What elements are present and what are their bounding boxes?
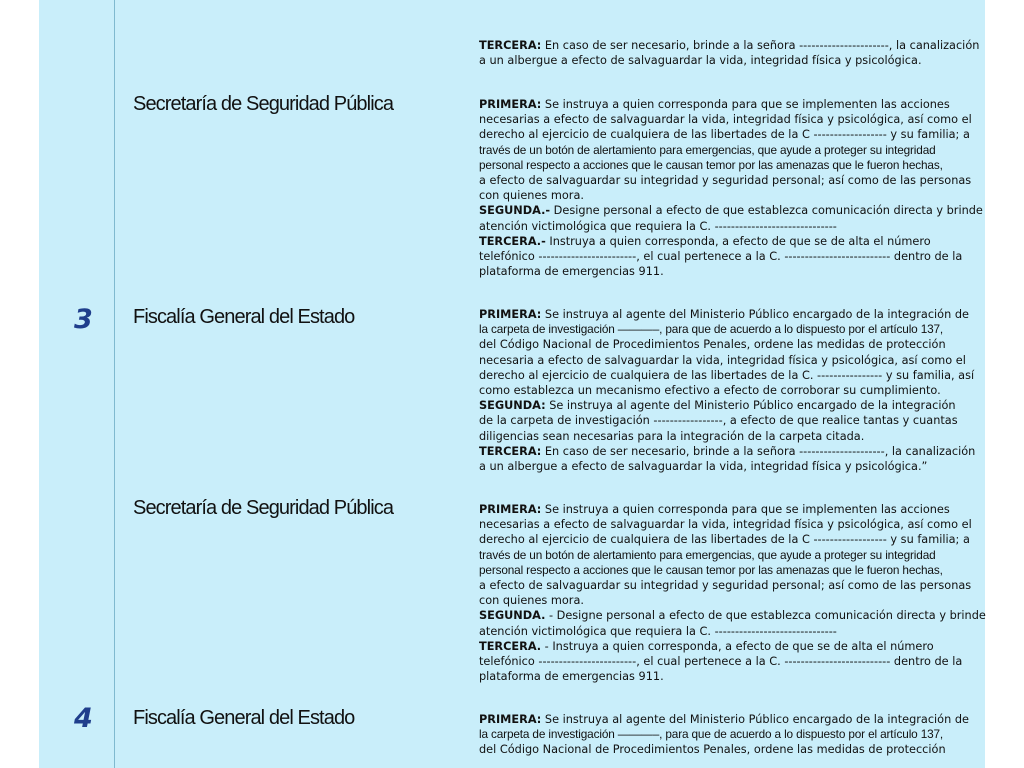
clause-text: necesaria a efecto de salvaguardar la vida, integridad física y psicológica, así como el [479,353,966,367]
text-line [479,158,977,173]
text-line [479,413,977,428]
text-line [479,188,977,203]
text-line [479,669,977,684]
clause-text: través de un botón de alertamiento para emergencias, que ayude a proteger su integridad [479,547,936,562]
text-line [479,38,980,53]
text-line [479,97,977,112]
clause-text: telefónico ------------------------, el cual pertenece a la C. -------------------------- dentro de la [479,250,963,264]
text-line [479,727,977,742]
clause-text: En caso de ser necesario, brinde a la señora ---------------------, la canalización [541,444,976,458]
clause-text: del Código Nacional de Procedimientos Penales, ordene las medidas de protección [479,743,946,757]
text-line [479,502,977,517]
text-line [479,578,977,593]
text-line [479,593,977,608]
clause-text: atención victimológica que requiera la C. ------------------------------ [479,624,837,638]
clause-text: diligencias sean necesarias para la integración de la carpeta citada. [479,429,865,443]
text-line [479,517,977,532]
clause-label: PRIMERA: [479,98,542,111]
row-number: 4 [74,703,93,734]
clause-label: SEGUNDA. [479,609,546,623]
text-line [479,127,977,142]
institution-name: Secretaría de Seguridad Pública [133,93,394,115]
text-line [479,444,977,459]
clause-text: a efecto de salvaguardar su integridad y seguridad personal; así como de las personas [479,174,972,188]
text-line [479,383,977,398]
text-line [479,712,977,727]
text-line [479,368,977,383]
text-line [479,264,977,279]
clause-text: necesarias a efecto de salvaguardar la vida, integridad física y psicológica, así como el [479,518,972,532]
clause-text: En caso de ser necesario, brinde a la señora ----------------------, la canalización [541,39,980,52]
text-line [479,219,977,234]
measures-block-1 [479,97,983,279]
clause-label: SEGUNDA.- [479,204,551,218]
clause-text: Instruya a quien corresponda, a efecto de que se de alta el número [545,234,931,248]
text-line [479,639,977,654]
text-line [479,398,977,413]
clause-text: derecho al ejercicio de cualquiera de las libertades de la C ------------------ y su familia; a [479,533,970,547]
row-number: 3 [74,304,93,335]
clause-text: con quienes mora. [479,189,584,203]
text-line [479,742,977,757]
clause-text: Se instruya a quien corresponda para que se implementen las acciones [541,98,950,111]
text-line [479,234,977,249]
clause-text: a efecto de salvaguardar su integridad y seguridad personal; así como de las personas [479,579,972,593]
text-line [479,322,977,337]
clause-text: derecho al ejercicio de cualquiera de las libertades de la C. ---------------- y su familia, así [479,368,975,382]
clause-text: Se instruya a quien corresponda para que se implementen las acciones [541,503,950,516]
text-line [479,608,986,623]
clause-label: PRIMERA: [479,308,542,321]
text-line [479,112,977,127]
clause-text: - Instruya a quien corresponda, a efecto de que se de alta el número [541,639,934,653]
clause-label: TERCERA: [479,39,542,52]
clause-label: PRIMERA: [479,713,542,726]
text-line [479,548,977,563]
clause-text: como establezca un mecanismo efectivo a efecto de corroborar su cumplimiento. [479,384,941,398]
clause-text: Se instruya al agente del Ministerio Público encargado de la integración de [541,308,969,321]
clause-text: necesarias a efecto de salvaguardar la vida, integridad física y psicológica, así como el [479,113,972,127]
text-line [479,337,977,352]
clause-text: a un albergue a efecto de salvaguardar la vida, integridad física y psicológica.” [479,460,928,474]
clause-text: derecho al ejercicio de cualquiera de las libertades de la C ------------------ y su familia; a [479,128,970,142]
clause-text: través de un botón de alertamiento para emergencias, que ayude a proteger su integridad [479,142,936,157]
measures-block-4 [479,712,977,758]
measures-block-3 [479,502,986,684]
text-line [479,249,977,264]
text-line [479,173,977,188]
clause-label: TERCERA: [479,444,542,458]
text-line [479,459,977,474]
clause-text: Se instruya al agente del Ministerio Público encargado de la integración de [541,713,969,726]
clause-text: plataforma de emergencias 911. [479,670,664,684]
clause-text: telefónico ------------------------, el cual pertenece a la C. -------------------------- dentro de la [479,655,963,669]
text-line [479,532,977,547]
institution-name: Fiscalía General del Estado [133,306,355,328]
measures-block-0 [479,38,980,68]
institution-name: Fiscalía General del Estado [133,707,355,729]
text-line [479,307,977,322]
text-line [479,203,983,218]
clause-text: la carpeta de investigación ———–, para que de acuerdo a lo dispuesto por el artículo 137, [479,727,944,742]
text-line [479,353,977,368]
clause-text: Designe personal a efecto de que establezca comunicación directa y brinde [550,204,983,218]
clause-label: SEGUNDA: [479,399,546,413]
clause-text: del Código Nacional de Procedimientos Penales, ordene las medidas de protección [479,338,946,352]
clause-text: a un albergue a efecto de salvaguardar la vida, integridad física y psicológica. [479,54,922,68]
clause-text: de la carpeta de investigación -----------------, a efecto de que realice tantas y cuantas [479,414,958,428]
text-line [479,143,977,158]
clause-label: TERCERA.- [479,234,546,248]
clause-text: con quienes mora. [479,594,584,608]
clause-text: personal respecto a acciones que le causan temor por las amenazas que le fueron hechas, [479,157,943,172]
clause-text: plataforma de emergencias 911. [479,265,664,279]
text-line [479,563,977,578]
clause-text: - Designe personal a efecto de que establezca comunicación directa y brinde [545,609,986,623]
clause-text: Se instruya al agente del Ministerio Público encargado de la integración [545,399,956,413]
clause-text: personal respecto a acciones que le causan temor por las amenazas que le fueron hechas, [479,562,943,577]
institution-name: Secretaría de Seguridad Pública [133,497,394,519]
measures-block-2 [479,307,977,474]
text-line [479,624,977,639]
clause-label: TERCERA. [479,639,542,653]
clause-label: PRIMERA: [479,503,542,516]
clause-text: atención victimológica que requiera la C. ------------------------------ [479,219,837,233]
column-divider [114,0,115,768]
text-line [479,429,977,444]
text-line [479,654,977,669]
clause-text: la carpeta de investigación ———–, para que de acuerdo a lo dispuesto por el artículo 137, [479,322,944,337]
text-line [479,53,977,68]
